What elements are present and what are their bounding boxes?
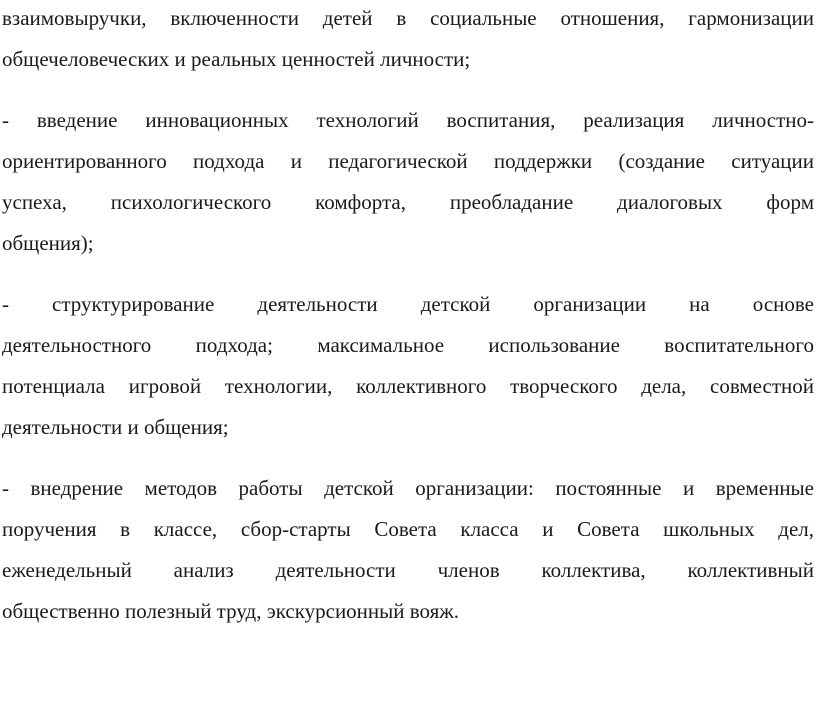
text-line: потенциала игровой технологии, коллективного творческого дела, совместной [2, 374, 814, 398]
text-line: - внедрение методов работы детской организации: постоянные и временные [2, 476, 814, 500]
text-line: поручения в классе, сбор-старты Совета класса и Совета школьных дел, [2, 517, 814, 541]
paragraph-4 [2, 468, 814, 632]
text-line: деятельности и общения; [2, 415, 229, 439]
text-line: общечеловеческих и реальных ценностей личности; [2, 47, 471, 71]
text-line: - введение инновационных технологий воспитания, реализация личностно- [2, 108, 814, 132]
text-line: ориентированного подхода и педагогической поддержки (создание ситуации [2, 149, 814, 173]
text-line: общения); [2, 231, 94, 255]
text-line: успеха, психологического комфорта, преобладание диалоговых форм [2, 190, 814, 214]
document-page [2, 0, 814, 632]
text-line: - структурирование деятельности детской организации на основе [2, 292, 814, 316]
paragraph-1 [2, 0, 814, 80]
text-line: деятельностного подхода; максимальное использование воспитательного [2, 333, 814, 357]
paragraph-3 [2, 284, 814, 448]
text-line: взаимовыручки, включенности детей в социальные отношения, гармонизации [2, 6, 814, 30]
paragraph-2 [2, 100, 814, 264]
text-line: еженедельный анализ деятельности членов коллектива, коллективный [2, 558, 814, 582]
text-line: общественно полезный труд, экскурсионный вояж. [2, 599, 460, 623]
